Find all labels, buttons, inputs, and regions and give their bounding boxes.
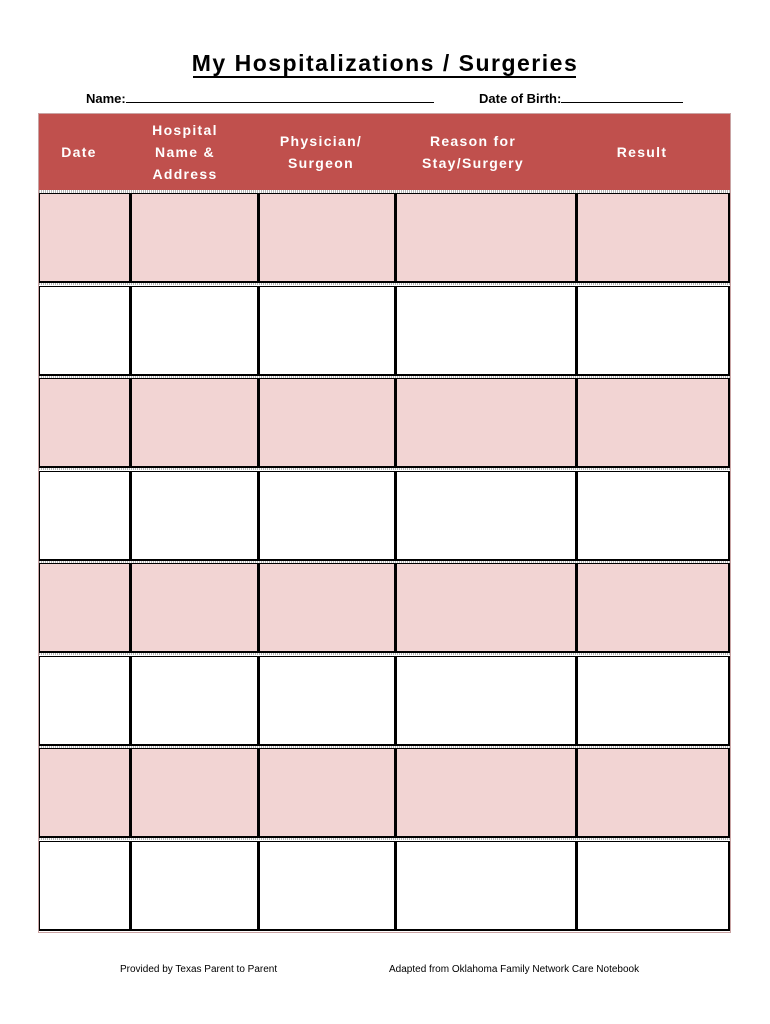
title-underline: [193, 76, 576, 78]
dob-label: Date of Birth:: [479, 91, 562, 106]
footer-credit-left: Provided by Texas Parent to Parent: [120, 964, 278, 975]
table-cell-hospital[interactable]: [131, 841, 259, 931]
table-cell-reason[interactable]: [396, 841, 577, 931]
table-cell-date[interactable]: [39, 841, 131, 931]
column-header-physician: [260, 114, 382, 190]
table-cell-result[interactable]: [577, 286, 730, 376]
column-header-physician-line-2: Surgeon: [288, 155, 354, 171]
table-cell-result[interactable]: [577, 471, 730, 561]
column-header-date-line-1: Date: [61, 144, 97, 160]
table-cell-result[interactable]: [577, 378, 730, 468]
name-field: [86, 90, 434, 106]
table-cell-reason[interactable]: [396, 193, 577, 283]
table-cell-date[interactable]: [39, 471, 131, 561]
table-cell-hospital[interactable]: [131, 378, 259, 468]
table-cell-physician[interactable]: [259, 193, 396, 283]
table-cell-physician[interactable]: [259, 656, 396, 746]
table-cell-date[interactable]: [39, 656, 131, 746]
row-divider: [39, 283, 730, 285]
table-cell-date[interactable]: [39, 286, 131, 376]
table-cell-result[interactable]: [577, 841, 730, 931]
table-cell-physician[interactable]: [259, 286, 396, 376]
column-header-result: [578, 114, 706, 190]
name-input-line[interactable]: [126, 90, 434, 103]
table-cell-reason[interactable]: [396, 563, 577, 653]
table-cell-reason[interactable]: [396, 656, 577, 746]
footer-credit-right: Adapted from Oklahoma Family Network Care Notebook: [389, 964, 640, 975]
table-cell-result[interactable]: [577, 748, 730, 838]
table-cell-hospital[interactable]: [131, 286, 259, 376]
table-cell-physician[interactable]: [259, 471, 396, 561]
table-cell-hospital[interactable]: [131, 193, 259, 283]
table-cell-date[interactable]: [39, 378, 131, 468]
table-cell-date[interactable]: [39, 193, 131, 283]
column-header-physician-line-1: Physician/: [279, 133, 363, 149]
table-cell-reason[interactable]: [396, 748, 577, 838]
column-header-reason-line-1: Reason for: [429, 133, 517, 149]
table-cell-physician[interactable]: [259, 563, 396, 653]
table-cell-hospital[interactable]: [131, 471, 259, 561]
column-header-reason: [398, 114, 548, 190]
table-cell-reason[interactable]: [396, 378, 577, 468]
column-header-hospital-line-2: Name &: [155, 144, 215, 160]
table-cell-result[interactable]: [577, 563, 730, 653]
column-header-date: [40, 114, 118, 190]
table-cell-reason[interactable]: [396, 286, 577, 376]
table-cell-hospital[interactable]: [131, 656, 259, 746]
column-header-result-line-1: Result: [616, 144, 668, 160]
row-divider: [39, 468, 730, 470]
column-header-reason-line-2: Stay/Surgery: [422, 155, 524, 171]
row-divider: [39, 838, 730, 840]
row-divider: [39, 653, 730, 655]
table-cell-physician[interactable]: [259, 378, 396, 468]
table-cell-result[interactable]: [577, 193, 730, 283]
table-cell-date[interactable]: [39, 748, 131, 838]
table-cell-date[interactable]: [39, 563, 131, 653]
table-cell-physician[interactable]: [259, 841, 396, 931]
table-cell-physician[interactable]: [259, 748, 396, 838]
column-header-hospital-line-3: Address: [152, 166, 218, 182]
name-label: Name:: [86, 91, 126, 106]
table-cell-hospital[interactable]: [131, 563, 259, 653]
column-header-hospital-line-1: Hospital: [152, 122, 218, 138]
page-title: My Hospitalizations / Surgeries: [191, 50, 579, 76]
table-cell-reason[interactable]: [396, 471, 577, 561]
dob-input-line[interactable]: [561, 90, 683, 103]
dob-field: [479, 90, 683, 106]
table-cell-result[interactable]: [577, 656, 730, 746]
column-header-hospital: [130, 114, 240, 190]
table-cell-hospital[interactable]: [131, 748, 259, 838]
